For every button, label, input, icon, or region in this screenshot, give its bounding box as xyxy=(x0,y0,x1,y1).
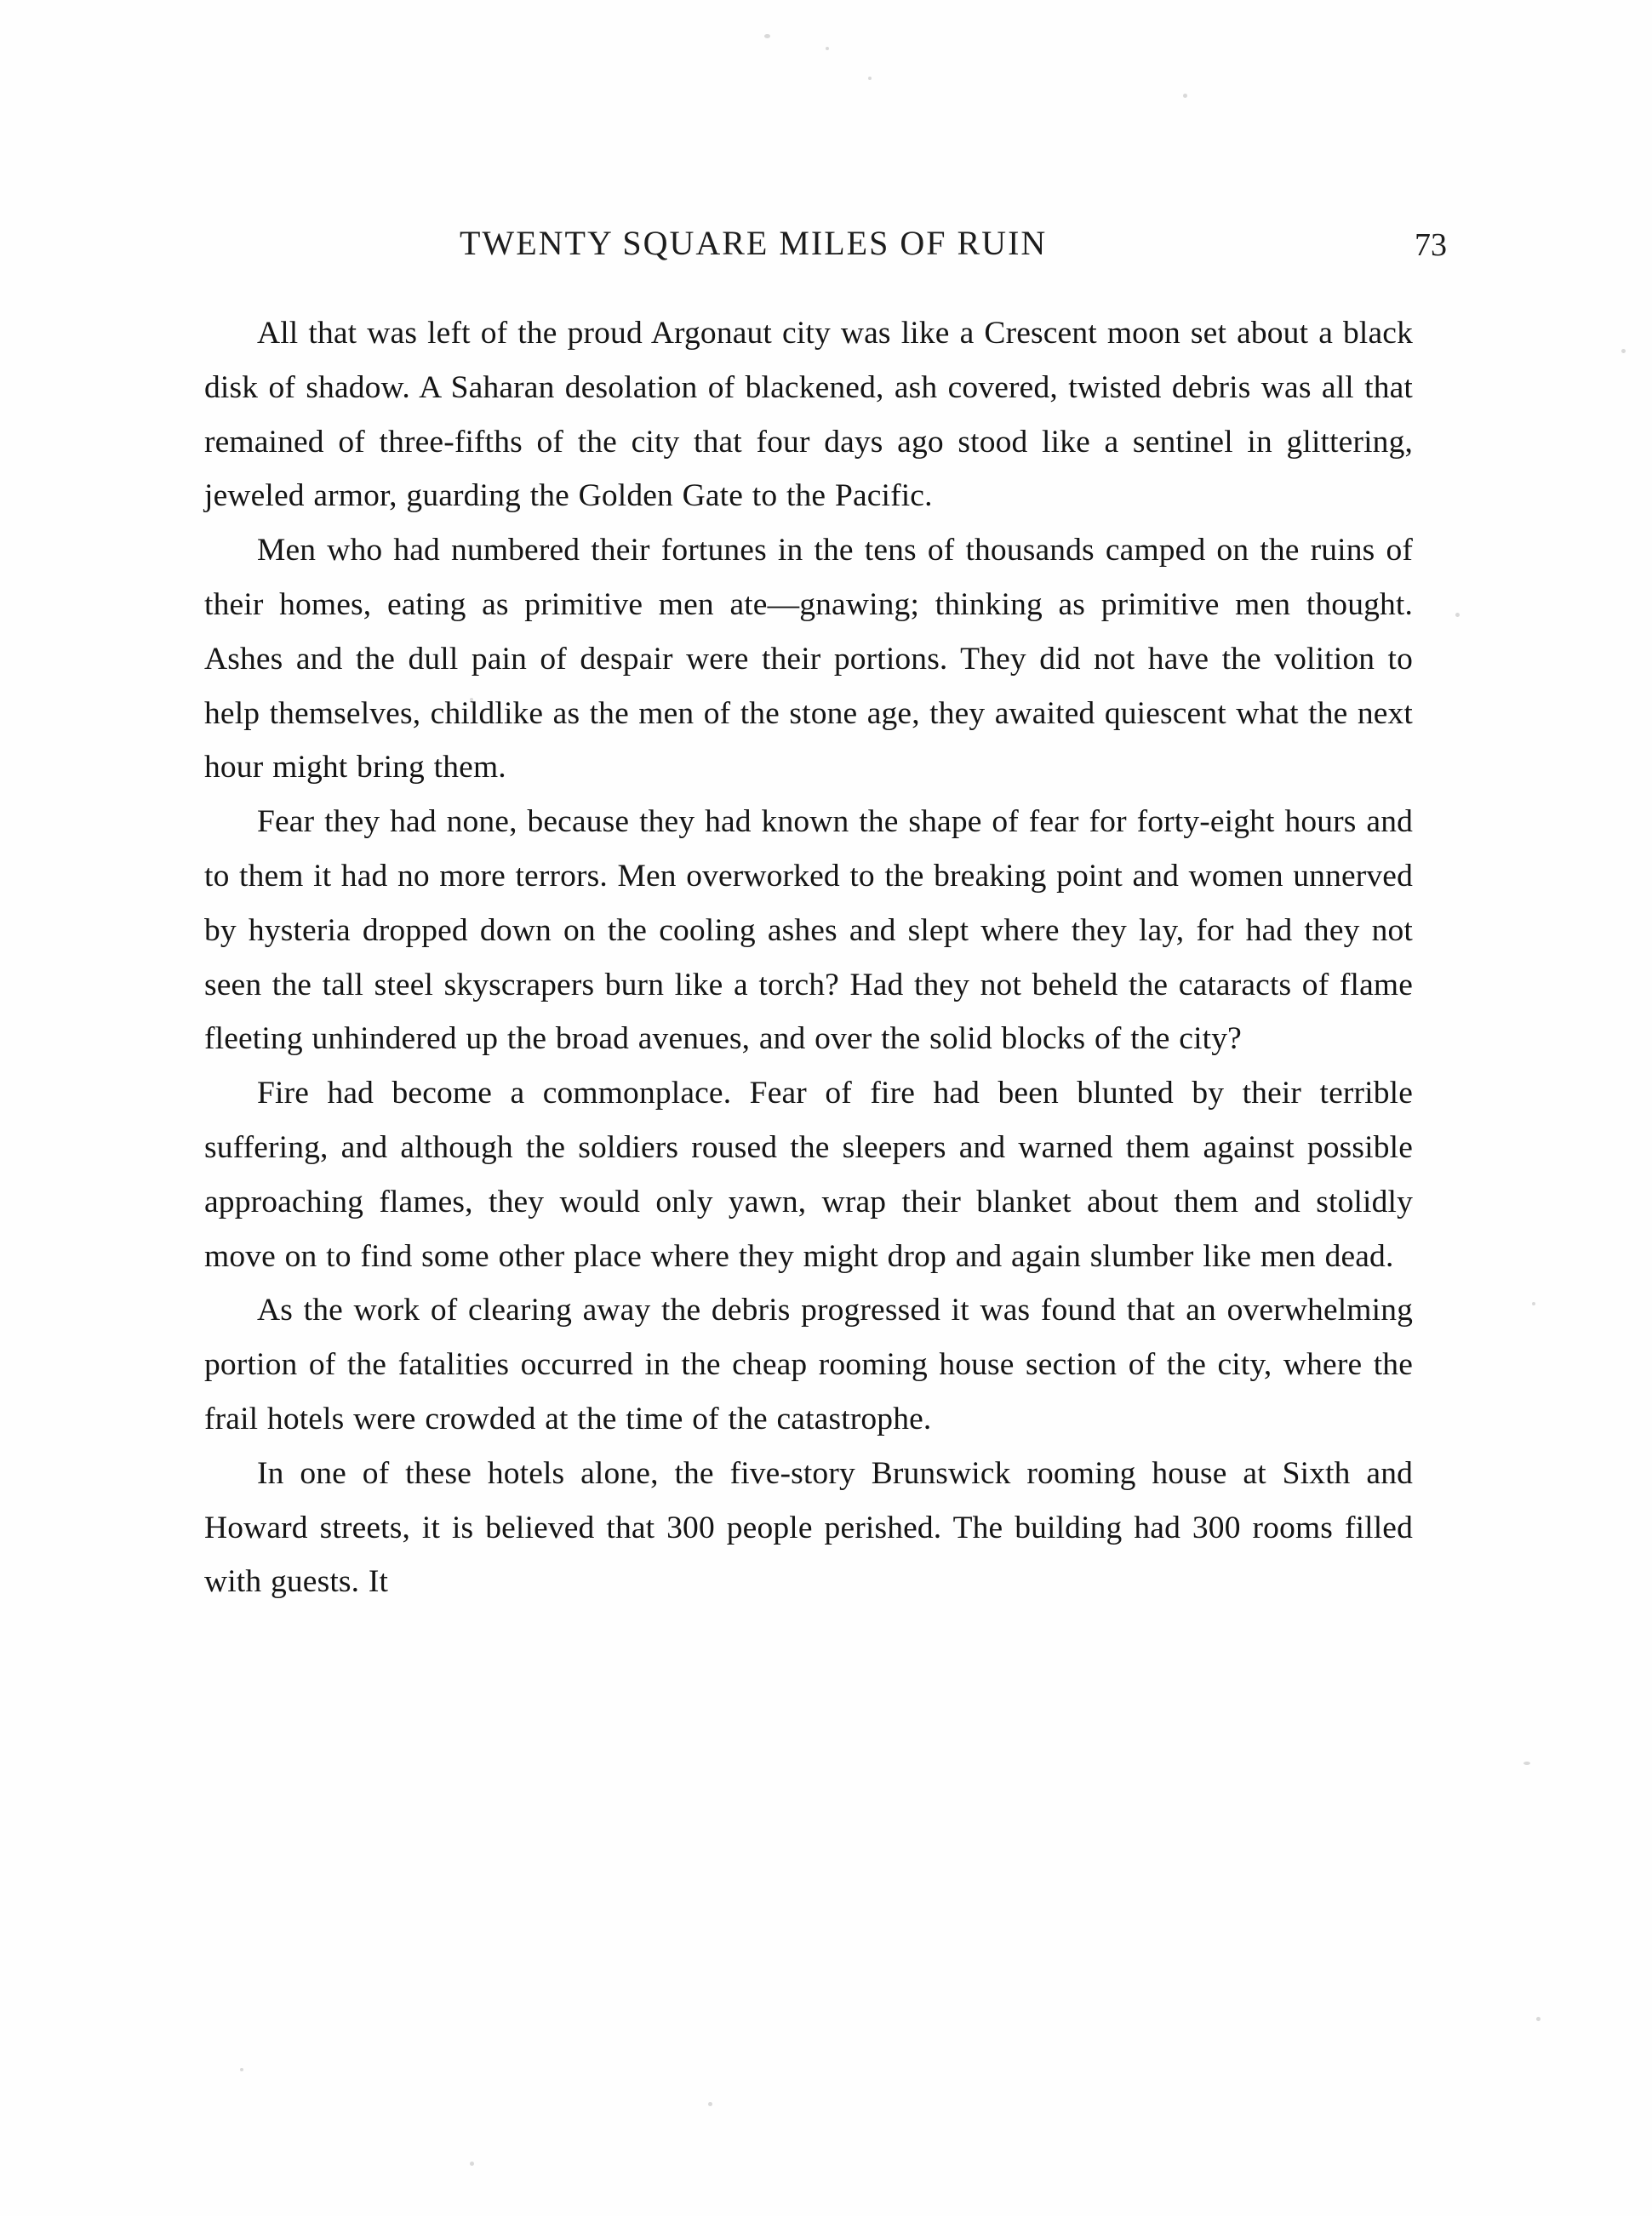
paper-speck xyxy=(1536,2017,1541,2021)
paper-speck xyxy=(470,2162,474,2166)
paper-speck xyxy=(1532,1302,1535,1305)
paragraph: All that was left of the proud Argonaut city was like a Crescent moon set about a black disk of shadow. A Saharan desolation of blackened, ash covered, twisted debris was all that remained of three-fifths of the city that four days ago stood like a sentinel in glittering, jeweled armor, guarding the Golden Gate to the Pacific. xyxy=(204,316,1413,514)
paragraph: As the work of clearing away the debris progressed it was found that an overwhelming portion of the fatalities occurred in the cheap rooming house section of the city, where the frail hotels were crowded at the time of the catastrophe. xyxy=(204,1293,1413,1436)
paper-speck xyxy=(1183,94,1187,98)
paragraph: In one of these hotels alone, the five-story Brunswick rooming house at Sixth and Howard streets, it is believed that 300 people perished. The building had 300 rooms filled with guests. It xyxy=(204,1455,1413,1600)
paper-speck xyxy=(708,2102,712,2106)
paper-speck xyxy=(1523,1762,1530,1765)
running-title: TWENTY SQUARE MILES OF RUIN xyxy=(460,224,1048,262)
page-header xyxy=(204,223,1447,271)
paper-speck xyxy=(1621,349,1626,353)
paragraph: Men who had numbered their fortunes in the tens of thousands camped on the ruins of their homes, eating as primitive men ate—gnawing; thinking as primitive men thought. Ashes and the dull pain of despair were their portions. They did not have the volition to help themselves, childlike as the men of the stone age, they awaited quiescent what the next hour might bring them. xyxy=(204,533,1413,785)
body-text xyxy=(204,306,1413,1609)
paper-speck xyxy=(240,2068,243,2071)
paper-speck xyxy=(826,47,829,50)
paper-speck xyxy=(868,77,872,80)
paper-speck xyxy=(764,34,770,38)
paper-speck xyxy=(1455,613,1460,617)
paragraph: Fear they had none, because they had known the shape of fear for forty-eight hours and to them it had no more terrors. Men overworked to the breaking point and women unnerved by hysteria dropped down on the cooling ashes and slept where they lay, for had they not seen the tall steel skyscrapers burn like a torch? Had they not beheld the cataracts of flame fleeting unhindered up the broad avenues, and over the solid blocks of the city? xyxy=(204,804,1413,1057)
paragraph: Fire had become a commonplace. Fear of fire had been blunted by their terrible suffering, and although the soldiers roused the sleepers and warned them against possible approaching flames, they would only yawn, wrap their blanket about them and stolidly move on to find some other place where they might drop and again slumber like men dead. xyxy=(204,1076,1413,1274)
page-number: 73 xyxy=(1415,227,1447,263)
